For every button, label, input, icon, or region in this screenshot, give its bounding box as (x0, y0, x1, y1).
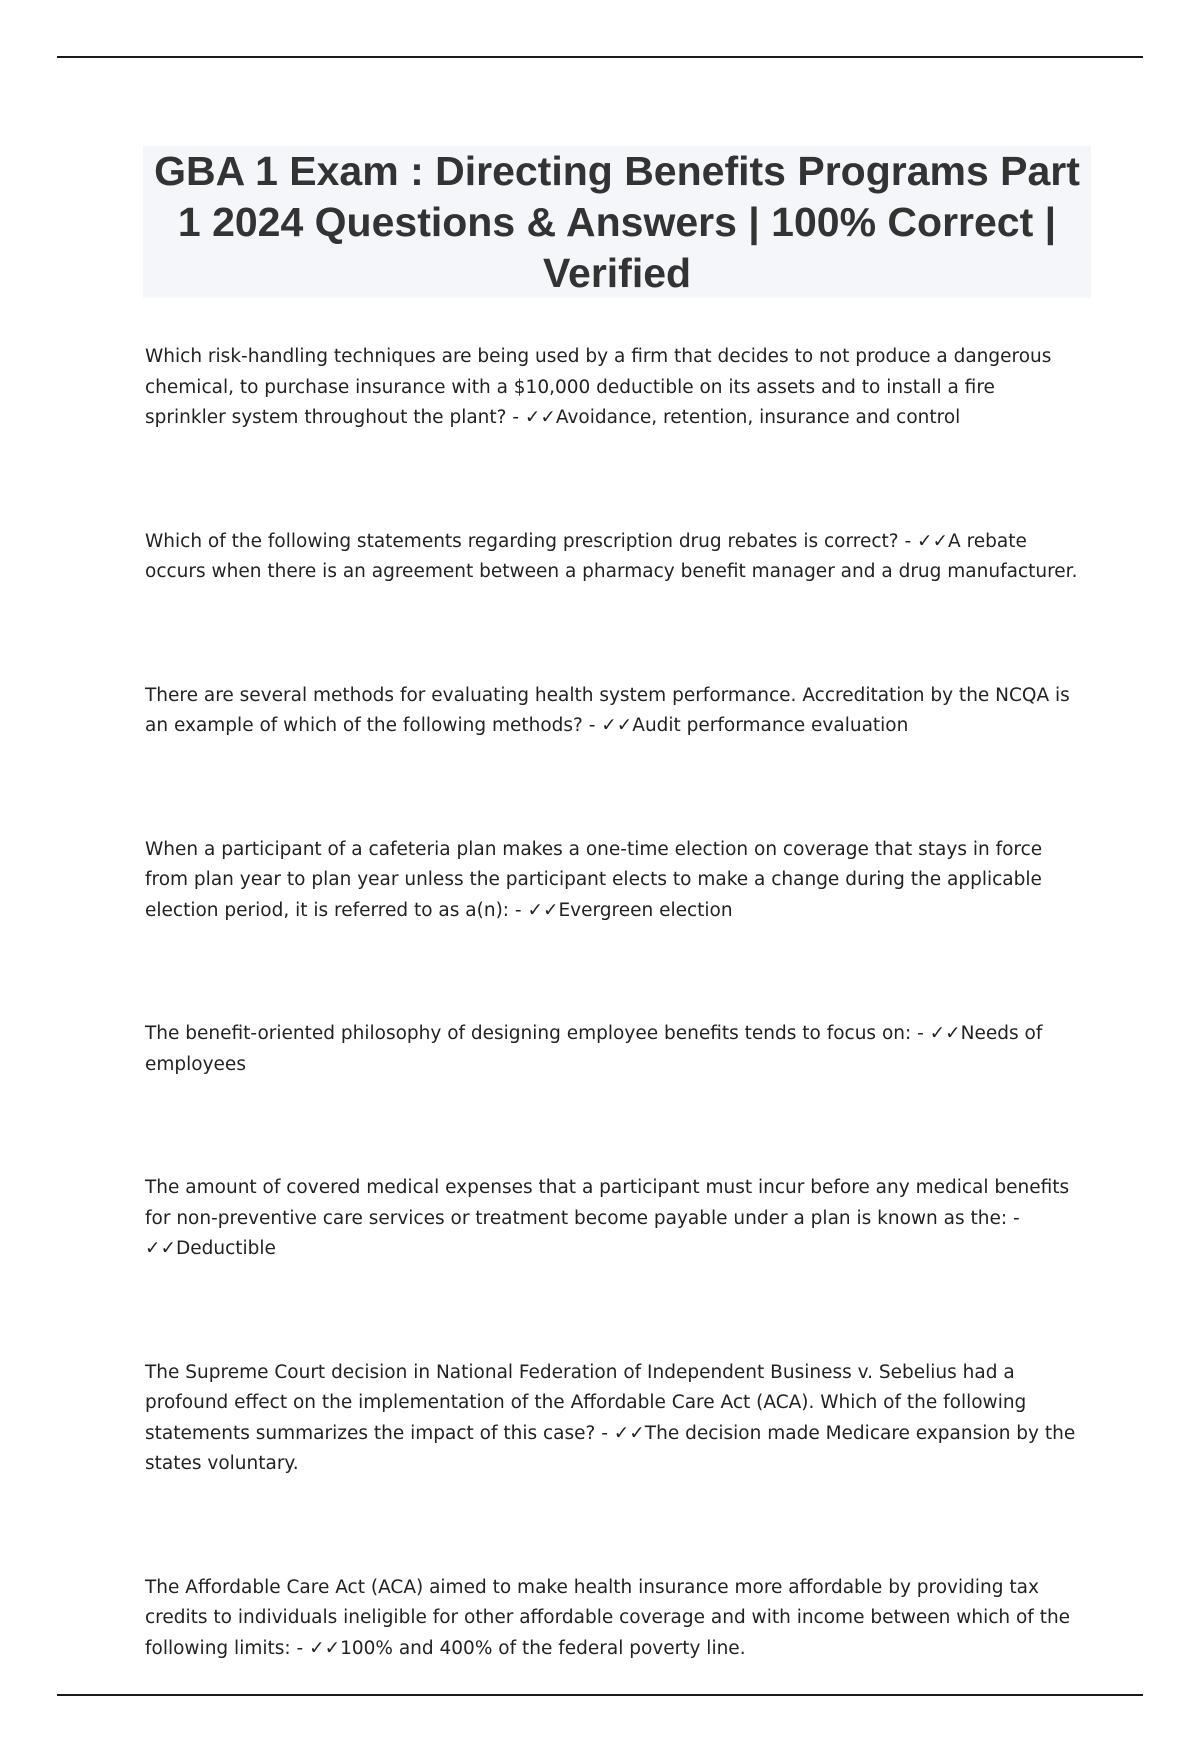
answer-text: ✓✓100% and 400% of the federal poverty line. (309, 1637, 746, 1659)
title-banner (143, 146, 1091, 298)
qa-separator (506, 407, 524, 428)
answer-text: ✓✓The decision made Medicare expansion by the states voluntary. (145, 1422, 1076, 1474)
qa-separator (1007, 1208, 1020, 1229)
answer-text: ✓✓Avoidance, retention, insurance and control (524, 407, 961, 428)
qa-item (145, 1358, 1080, 1480)
qa-item (145, 342, 1080, 434)
question-text: Which of the following statements regarding prescription drug rebates is correct? (145, 530, 899, 552)
document-title: GBA 1 Exam : Directing Benefits Programs Part 1 2024 Questions & Answers | 100% Correct | Verified (154, 147, 1080, 296)
question-text: The benefit-oriented philosophy of designing employee benefits tends to focus on: (145, 1023, 912, 1044)
qa-item (145, 835, 1080, 927)
question-text: When a participant of a cafeteria plan makes a one-time election on coverage that stays in force from plan year to plan year unless the participant elects to make a change during the applicable election period, it is referred to as a(n): (145, 838, 1043, 921)
answer-text: ✓✓A rebate occurs when there is an agreement between a pharmacy benefit manager and a drug manufacturer. (145, 530, 1078, 582)
qa-list (145, 342, 1080, 1757)
qa-separator (899, 531, 917, 552)
qa-separator (291, 1638, 309, 1659)
qa-item (145, 527, 1080, 588)
qa-item (145, 1019, 1080, 1080)
answer-text: ✓✓Evergreen election (527, 899, 733, 921)
qa-item (145, 681, 1080, 742)
qa-item (145, 1573, 1080, 1665)
question-text: The amount of covered medical expenses that a participant must incur before any medical benefits for non-preventive care services or treatment become payable under a plan is known as the: (145, 1177, 1070, 1229)
qa-separator (583, 715, 601, 736)
question-text: The Affordable Care Act (ACA) aimed to make health insurance more affordable by providing tax credits to individuals ineligible for other affordable coverage and with income between which of the following limits: (145, 1576, 1071, 1659)
bottom-divider (57, 1694, 1143, 1696)
answer-text: ✓✓Audit performance evaluation (601, 715, 909, 736)
top-divider (57, 56, 1143, 58)
answer-text: ✓✓Deductible (145, 1238, 276, 1259)
question-text: There are several methods for evaluating health system performance. Accreditation by the NCQA is an example of which of the following methods? (145, 684, 1070, 736)
qa-item (145, 1173, 1080, 1265)
answer-text: ✓✓Needs of employees (145, 1023, 1043, 1075)
qa-separator (911, 1023, 929, 1044)
question-text: The Supreme Court decision in National Federation of Independent Business v. Sebelius had a profound effect on the implementation of the Affordable Care Act (ACA). Which of the following statements summarizes the impact of this case? (145, 1361, 1027, 1444)
qa-separator (509, 900, 527, 921)
qa-separator (595, 1423, 613, 1444)
question-text: Which risk-handling techniques are being used by a firm that decides to not produce a dangerous chemical, to purchase insurance with a $10,000 deductible on its assets and to install a fire sprinkler system throughout the plant? (145, 346, 1052, 428)
